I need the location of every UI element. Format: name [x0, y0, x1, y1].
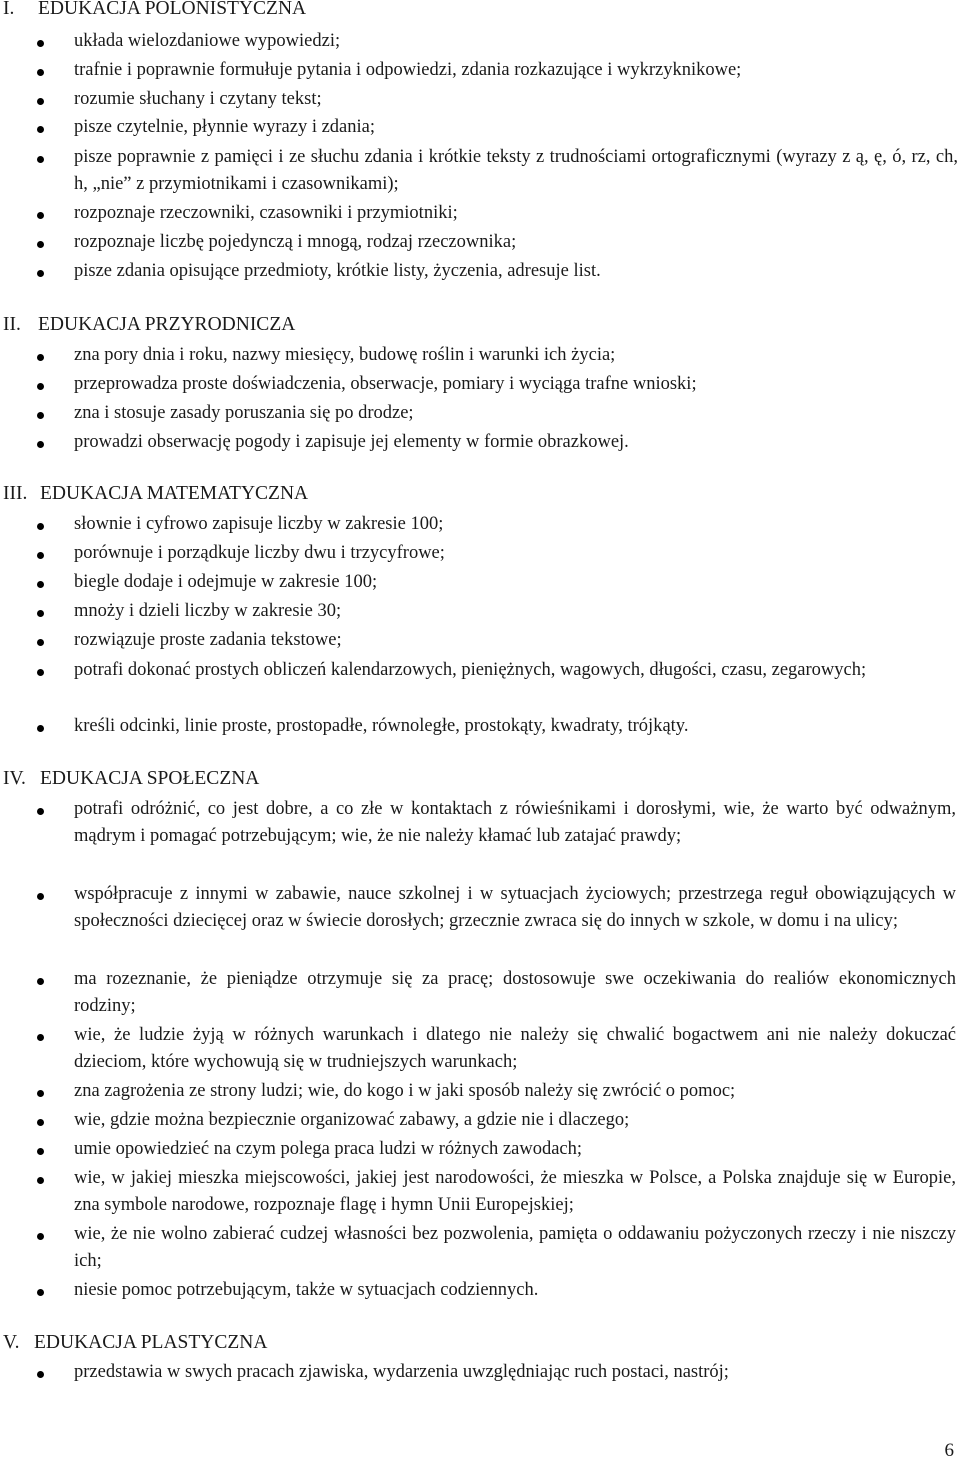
section-title: EDUKACJA PLASTYCZNA	[34, 1332, 268, 1353]
bullet-icon	[37, 523, 44, 530]
bullet-icon	[37, 725, 44, 732]
list-item-text: zna i stosuje zasady poruszania się po drodze;	[74, 403, 414, 423]
bullet-icon	[37, 1119, 44, 1126]
bullet-icon	[37, 354, 44, 361]
section-heading	[3, 313, 295, 337]
bullet-icon	[37, 412, 44, 419]
section-number: V.	[3, 1332, 20, 1353]
list-item-text: zna pory dnia i roku, nazwy miesięcy, budowę roślin i warunki ich życia;	[74, 345, 616, 365]
list-item-text: niesie pomoc potrzebującym, także w sytuacjach codziennych.	[74, 1280, 539, 1300]
list-item-text: porównuje i porządkuje liczby dwu i trzycyfrowe;	[74, 543, 445, 563]
bullet-icon	[37, 383, 44, 390]
list-item-text: słownie i cyfrowo zapisuje liczby w zakresie 100;	[74, 514, 444, 534]
list-item-text: prowadzi obserwację pogody i zapisuje jej elementy w formie obrazkowej.	[74, 432, 629, 452]
list-item-text: wie, że ludzie żyją w różnych warunkach i dlatego nie należy się chwalić bogactwem ani nie należy dokuczać dzieciom, które wychowują się w trudniejszych warunkach;	[74, 1025, 956, 1072]
bullet-icon	[37, 978, 44, 985]
section-heading	[3, 482, 308, 506]
list-item-text: potrafi odróżnić, co jest dobre, a co złe w kontaktach z rówieśnikami i dorosłymi, wie, że warto być odważnym, mądrym i pomagać potrzebującym; wie, że nie należy kłamać lub zatajać prawdy;	[74, 799, 956, 846]
bullet-icon	[37, 156, 44, 163]
list-item-text: rozpoznaje liczbę pojedynczą i mnogą, rodzaj rzeczownika;	[74, 232, 517, 252]
bullet-icon	[37, 212, 44, 219]
bullet-icon	[37, 241, 44, 248]
bullet-icon	[37, 441, 44, 448]
bullet-icon	[37, 1177, 44, 1184]
list-item-text: rozpoznaje rzeczowniki, czasowniki i przymiotniki;	[74, 203, 458, 223]
list-item-text: umie opowiedzieć na czym polega praca ludzi w różnych zawodach;	[74, 1139, 583, 1159]
section-heading	[3, 767, 259, 791]
list-item-text: pisze poprawnie z pamięci i ze słuchu zdania i krótkie teksty z trudnościami ortograficznymi (wyrazy z ą, ę, ó, rz, ch, h, „nie” z przymiotnikami i czasownikami);	[74, 147, 958, 194]
list-item-text: rozwiązuje proste zadania tekstowe;	[74, 630, 342, 650]
list-item-text: trafnie i poprawnie formułuje pytania i odpowiedzi, zdania rozkazujące i wykrzyknikowe;	[74, 60, 742, 80]
list-item-text: rozumie słuchany i czytany tekst;	[74, 89, 322, 109]
bullet-icon	[37, 1289, 44, 1296]
list-item-text: kreśli odcinki, linie proste, prostopadłe, równoległe, prostokąty, kwadraty, trójkąty.	[74, 716, 689, 736]
list-item-text: mnoży i dzieli liczby w zakresie 30;	[74, 601, 342, 621]
bullet-icon	[37, 40, 44, 47]
bullet-icon	[37, 669, 44, 676]
list-item-text: ma rozeznanie, że pieniądze otrzymuje się za pracę; dostosowuje swe oczekiwania do realiów ekonomicznych rodziny;	[74, 969, 956, 1016]
list-item-text: biegle dodaje i odejmuje w zakresie 100;	[74, 572, 378, 592]
list-item-text: przedstawia w swych pracach zjawiska, wydarzenia uwzględniając ruch postaci, nastrój;	[74, 1362, 729, 1382]
bullet-icon	[37, 1090, 44, 1097]
bullet-icon	[37, 893, 44, 900]
bullet-icon	[37, 581, 44, 588]
bullet-icon	[37, 1233, 44, 1240]
list-item-text: pisze czytelnie, płynnie wyrazy i zdania;	[74, 117, 376, 137]
list-item-text: współpracuje z innymi w zabawie, nauce szkolnej i w sytuacjach życiowych; przestrzega reguł obowiązujących w społeczności dziecięcej oraz w świecie dorosłych; grzecznie zwraca się do innych w szkole, w domu i na ulicy;	[74, 884, 956, 931]
bullet-icon	[37, 126, 44, 133]
list-item-text: wie, w jakiej mieszka miejscowości, jakiej jest narodowości, że mieszka w Polsce, a Polska znajduje się w Europie, zna symbole narodowe, rozpoznaje flagę i hymn Unii Europejskiej;	[74, 1168, 956, 1215]
bullet-icon	[37, 69, 44, 76]
section-number: II.	[3, 314, 21, 335]
section-heading	[3, 1331, 267, 1355]
section-heading	[3, 0, 306, 21]
page-number: 6	[944, 1440, 954, 1461]
section-title: EDUKACJA SPOŁECZNA	[40, 768, 260, 789]
section-title: EDUKACJA MATEMATYCZNA	[40, 483, 309, 504]
bullet-icon	[37, 1034, 44, 1041]
bullet-icon	[37, 552, 44, 559]
bullet-icon	[37, 808, 44, 815]
list-item-text: wie, gdzie można bezpiecznie organizować zabawy, a gdzie nie i dlaczego;	[74, 1110, 630, 1130]
bullet-icon	[37, 639, 44, 646]
bullet-icon	[37, 1148, 44, 1155]
list-item-text: wie, że nie wolno zabierać cudzej własności bez pozwolenia, pamięta o oddawaniu pożyczonych rzeczy i nie niszczy ich;	[74, 1224, 956, 1271]
bullet-icon	[37, 98, 44, 105]
list-item-text: potrafi dokonać prostych obliczeń kalendarzowych, pieniężnych, wagowych, długości, czasu, zegarowych;	[74, 660, 867, 680]
section-number: III.	[3, 483, 28, 504]
bullet-icon	[37, 610, 44, 617]
section-number: IV.	[3, 768, 26, 789]
list-item-text: układa wielozdaniowe wypowiedzi;	[74, 31, 341, 51]
section-title: EDUKACJA POLONISTYCZNA	[38, 0, 307, 19]
list-item-text: zna zagrożenia ze strony ludzi; wie, do kogo i w jaki sposób należy się zwrócić o pomoc;	[74, 1081, 736, 1101]
bullet-icon	[37, 1371, 44, 1378]
list-item-text: pisze zdania opisujące przedmioty, krótkie listy, życzenia, adresuje list.	[74, 261, 601, 281]
bullet-icon	[37, 270, 44, 277]
list-item-text: przeprowadza proste doświadczenia, obserwacje, pomiary i wyciąga trafne wnioski;	[74, 374, 697, 394]
section-title: EDUKACJA PRZYRODNICZA	[38, 314, 296, 335]
section-number: I.	[3, 0, 15, 19]
